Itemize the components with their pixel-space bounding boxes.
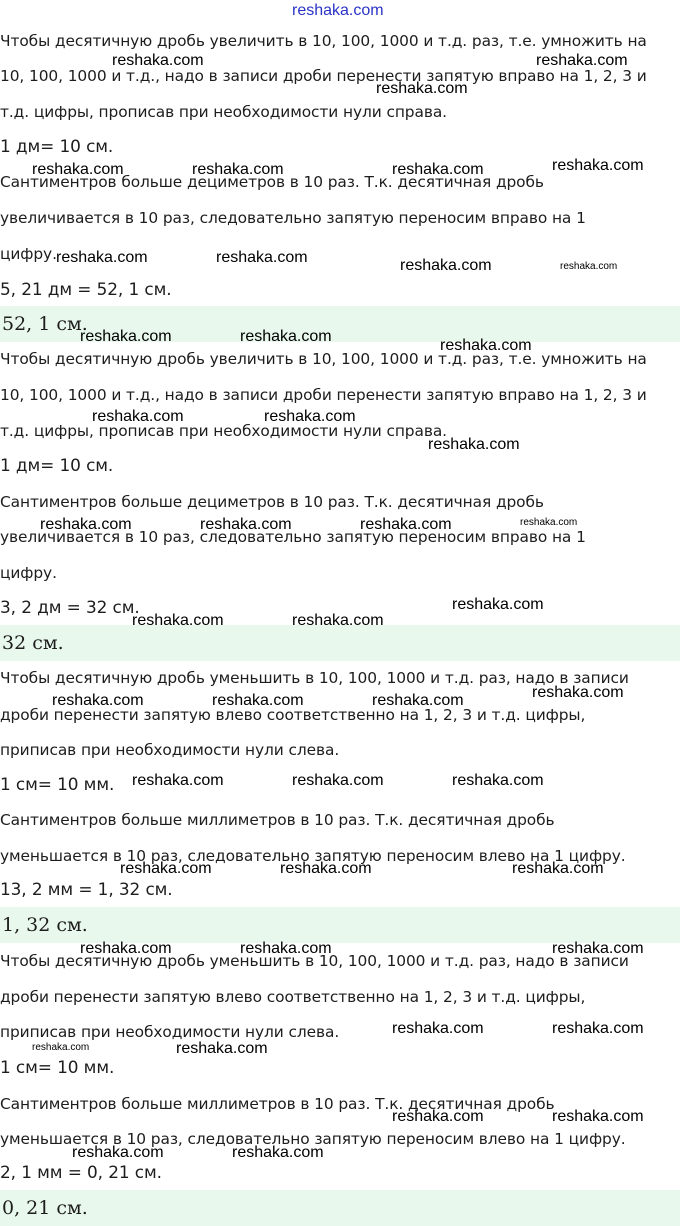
site-watermark: reshaka.com xyxy=(120,860,212,877)
site-watermark: reshaka.com xyxy=(216,249,308,266)
site-watermark: reshaka.com xyxy=(452,596,544,613)
site-watermark: reshaka.com xyxy=(292,772,384,789)
solution-text-line: т.д. цифры, прописав при необходимости нули справа. xyxy=(0,422,447,440)
site-watermark: reshaka.com xyxy=(280,860,372,877)
solution-text-line: Чтобы десятичную дробь увеличить в 10, 100, 1000 и т.д. раз, т.е. умножить на xyxy=(0,32,647,50)
site-watermark: reshaka.com xyxy=(240,940,332,957)
solution-text-line: приписав при необходимости нули слева. xyxy=(0,741,340,759)
site-watermark: reshaka.com xyxy=(292,612,384,629)
conversion-equation: 13, 2 мм = 1, 32 см. xyxy=(0,880,173,900)
site-watermark: reshaka.com xyxy=(232,1144,324,1161)
site-watermark: reshaka.com xyxy=(52,692,144,709)
solution-text-line: цифру. xyxy=(0,245,57,263)
unit-relation: 1 дм= 10 см. xyxy=(0,456,114,476)
site-watermark: reshaka.com xyxy=(428,436,520,453)
site-watermark: reshaka.com xyxy=(56,249,148,266)
site-watermark: reshaka.com xyxy=(552,1108,644,1125)
answer-value: 52, 1 см. xyxy=(2,313,88,335)
site-watermark: reshaka.com xyxy=(512,860,604,877)
site-watermark-top: reshaka.com xyxy=(292,2,384,19)
site-watermark: reshaka.com xyxy=(552,157,644,174)
conversion-equation: 5, 21 дм = 52, 1 см. xyxy=(0,280,172,300)
site-watermark: reshaka.com xyxy=(112,52,204,69)
solution-text-line: Сантиментров больше миллиметров в 10 раз. Т.к. десятичная дробь xyxy=(0,811,555,829)
answer-box xyxy=(0,625,680,661)
solution-text-line: дроби перенести запятую влево соответственно на 1, 2, 3 и т.д. цифры, xyxy=(0,988,586,1006)
answer-value: 0, 21 см. xyxy=(2,1197,88,1219)
answer-box xyxy=(0,1190,680,1226)
site-watermark: reshaka.com xyxy=(400,257,492,274)
unit-relation: 1 см= 10 мм. xyxy=(0,1058,115,1078)
solution-text-line: увеличивается в 10 раз, следовательно запятую переносим вправо на 1 xyxy=(0,209,586,227)
site-watermark: reshaka.com xyxy=(32,161,124,178)
solution-text-line: т.д. цифры, прописав при необходимости нули справа. xyxy=(0,103,447,121)
unit-relation: 1 дм= 10 см. xyxy=(0,137,114,157)
answer-value: 1, 32 см. xyxy=(2,914,88,936)
site-watermark: reshaka.com xyxy=(72,1144,164,1161)
answer-value: 32 см. xyxy=(2,632,64,654)
site-watermark: reshaka.com xyxy=(532,684,624,701)
site-watermark: reshaka.com xyxy=(552,940,644,957)
conversion-equation: 2, 1 мм = 0, 21 см. xyxy=(0,1163,162,1183)
site-watermark: reshaka.com xyxy=(392,1020,484,1037)
conversion-equation: 3, 2 дм = 32 см. xyxy=(0,598,140,618)
solution-text-line: 10, 100, 1000 и т.д., надо в записи дроби перенести запятую вправо на 1, 2, 3 и xyxy=(0,67,647,85)
site-watermark: reshaka.com xyxy=(240,328,332,345)
solution-text-line: Чтобы десятичную дробь уменьшить в 10, 100, 1000 и т.д. раз, надо в записи xyxy=(0,952,629,970)
solution-text-line: 10, 100, 1000 и т.д., надо в записи дроби перенести запятую вправо на 1, 2, 3 и xyxy=(0,386,647,404)
site-watermark: reshaka.com xyxy=(552,1020,644,1037)
solution-text-line: увеличивается в 10 раз, следовательно запятую переносим вправо на 1 xyxy=(0,528,586,546)
solution-text-line: Чтобы десятичную дробь уменьшить в 10, 100, 1000 и т.д. раз, надо в записи xyxy=(0,669,629,687)
solution-text-line: Сантиментров больше миллиметров в 10 раз. Т.к. десятичная дробь xyxy=(0,1095,555,1113)
site-watermark: reshaka.com xyxy=(32,1042,90,1053)
site-watermark: reshaka.com xyxy=(192,161,284,178)
site-watermark: reshaka.com xyxy=(212,692,304,709)
site-watermark: reshaka.com xyxy=(132,612,224,629)
site-watermark: reshaka.com xyxy=(200,516,292,533)
site-watermark: reshaka.com xyxy=(264,408,356,425)
solution-text-line: Сантиментров больше дециметров в 10 раз. Т.к. десятичная дробь xyxy=(0,173,544,191)
solution-text-line: уменьшается в 10 раз, следовательно запятую переносим влево на 1 цифру. xyxy=(0,847,626,865)
answer-box xyxy=(0,907,680,943)
site-watermark: reshaka.com xyxy=(452,772,544,789)
site-watermark: reshaka.com xyxy=(440,337,532,354)
site-watermark: reshaka.com xyxy=(372,692,464,709)
site-watermark: reshaka.com xyxy=(40,516,132,533)
site-watermark: reshaka.com xyxy=(536,52,628,69)
site-watermark: reshaka.com xyxy=(392,161,484,178)
site-watermark: reshaka.com xyxy=(80,328,172,345)
site-watermark: reshaka.com xyxy=(132,772,224,789)
unit-relation: 1 см= 10 мм. xyxy=(0,775,115,795)
solution-text-line: уменьшается в 10 раз, следовательно запятую переносим влево на 1 цифру. xyxy=(0,1130,626,1148)
site-watermark: reshaka.com xyxy=(80,940,172,957)
solution-text-line: дроби перенести запятую влево соответственно на 1, 2, 3 и т.д. цифры, xyxy=(0,706,586,724)
solution-text-line: Сантиментров больше дециметров в 10 раз. Т.к. десятичная дробь xyxy=(0,493,544,511)
site-watermark: reshaka.com xyxy=(176,1040,268,1057)
solution-text-line: цифру. xyxy=(0,564,57,582)
site-watermark: reshaka.com xyxy=(360,516,452,533)
solution-text-line: Чтобы десятичную дробь увеличить в 10, 100, 1000 и т.д. раз, т.е. умножить на xyxy=(0,350,647,368)
site-watermark: reshaka.com xyxy=(560,261,618,272)
site-watermark: reshaka.com xyxy=(520,517,578,528)
solution-text-line: приписав при необходимости нули слева. xyxy=(0,1023,340,1041)
site-watermark: reshaka.com xyxy=(376,80,468,97)
site-watermark: reshaka.com xyxy=(392,1108,484,1125)
site-watermark: reshaka.com xyxy=(92,408,184,425)
